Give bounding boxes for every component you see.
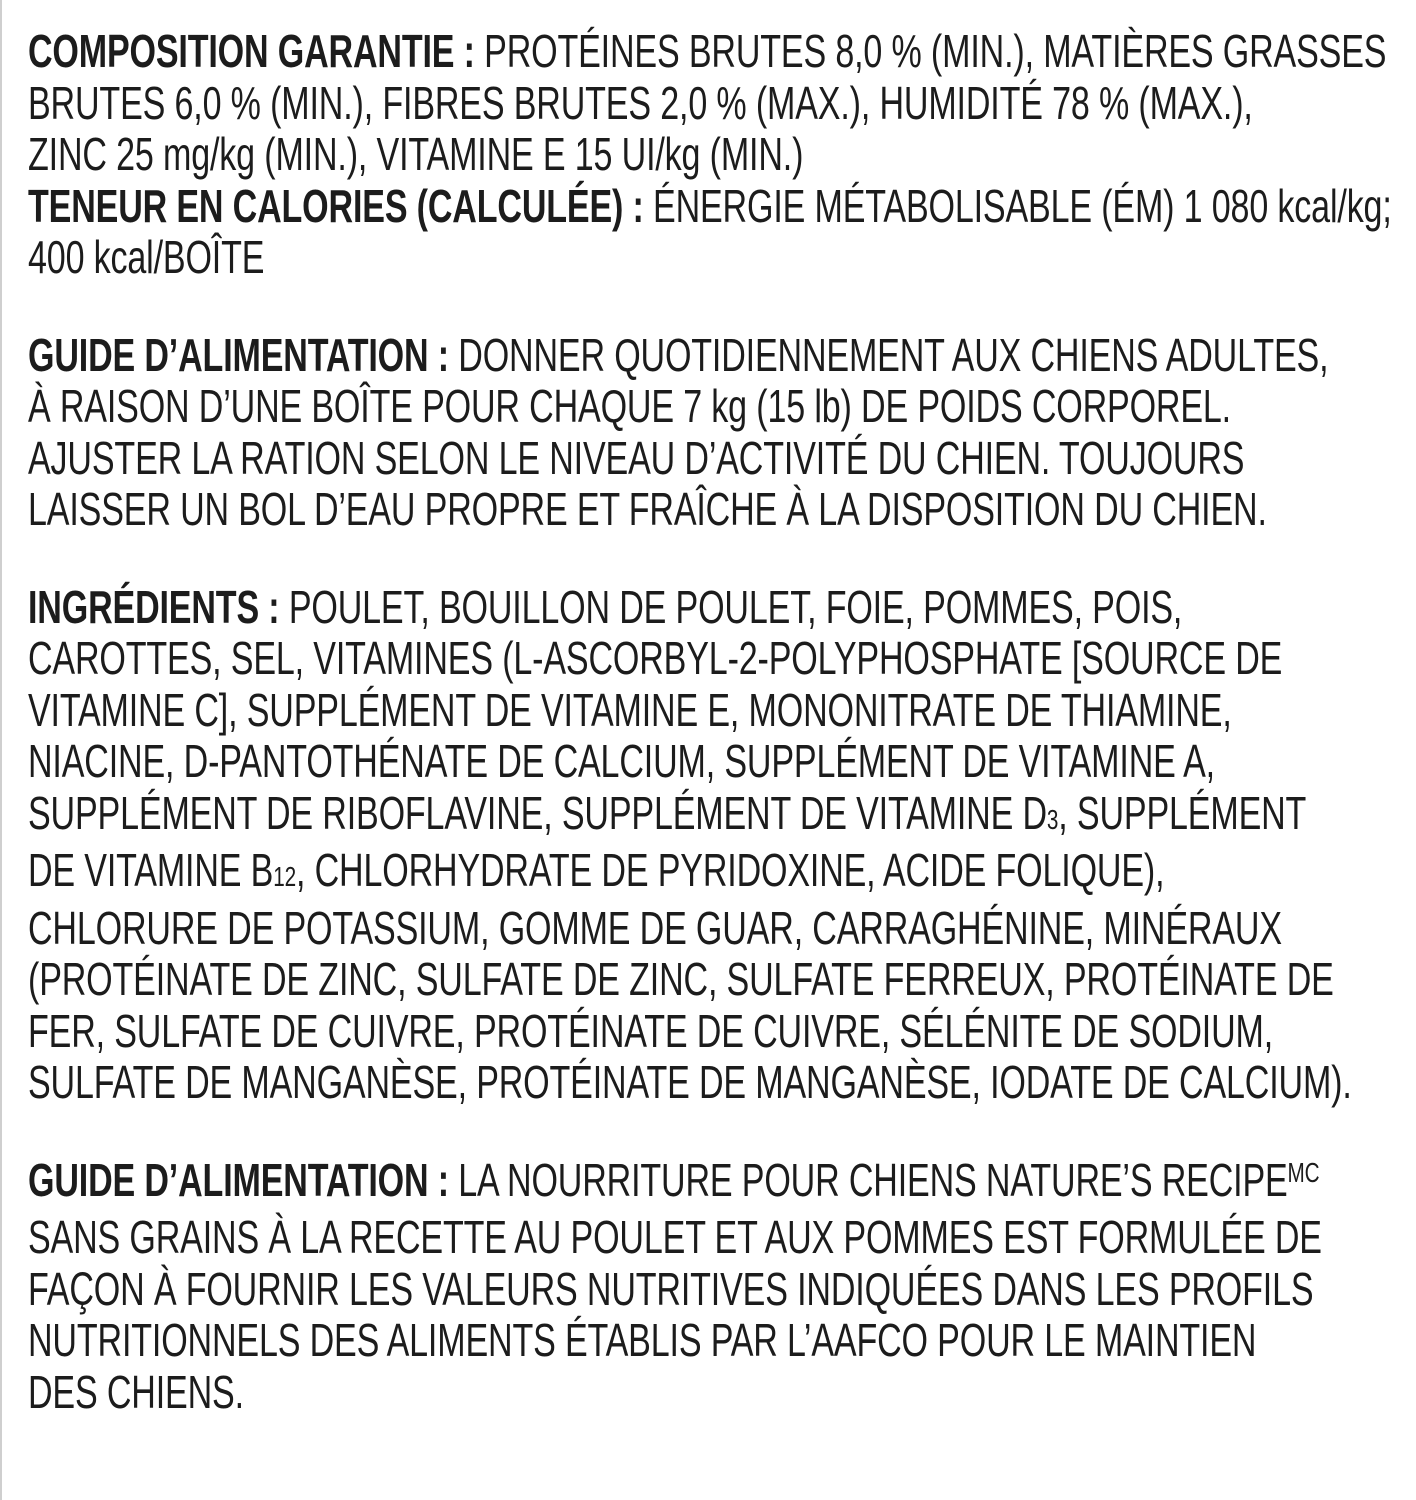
feeding-guide-text: DONNER QUOTIDIENNEMENT AUX CHIENS ADULTES, bbox=[448, 328, 1329, 381]
calorie-content-line: 400 kcal/BOÎTE bbox=[28, 231, 265, 283]
guaranteed-analysis-text: PROTÉINES BRUTES 8,0 % (MIN.), MATIÈRES GRASSES bbox=[474, 25, 1387, 77]
ingredients-line: CAROTTES, SEL, VITAMINES (L-ASCORBYL-2-POLYPHOSPHATE [SOURCE DE bbox=[28, 632, 1283, 684]
calorie-content-text: ÉNERGIE MÉTABOLISABLE (ÉM) 1 080 kcal/kg; bbox=[643, 179, 1392, 232]
nutritional-statement-text: LA NOURRITURE POUR CHIENS NATURE’S RECIPE bbox=[448, 1153, 1288, 1206]
feeding-guide-section bbox=[28, 330, 1408, 536]
nutritional-statement-line: DES CHIENS. bbox=[28, 1365, 244, 1418]
ingredients-text: POULET, BOUILLON DE POULET, FOIE, POMMES, POIS, bbox=[279, 580, 1183, 633]
nutritional-statement-line: SANS GRAINS À LA RECETTE AU POULET ET AUX POMMES EST FORMULÉE DE bbox=[28, 1211, 1322, 1263]
ingredients-line: NIACINE, D-PANTOTHÉNATE DE CALCIUM, SUPPLÉMENT DE VITAMINE A, bbox=[28, 735, 1215, 787]
ingredients-line bbox=[28, 844, 1165, 903]
ingredients-line bbox=[28, 580, 1183, 634]
ingredients-line: VITAMINE C], SUPPLÉMENT DE VITAMINE E, MONONITRATE DE THIAMINE, bbox=[28, 683, 1232, 736]
ingredients-line bbox=[28, 786, 1307, 846]
ingredients-line: (PROTÉINATE DE ZINC, SULFATE DE ZINC, SULFATE FERREUX, PROTÉINATE DE bbox=[28, 953, 1334, 1005]
calorie-content-heading: TENEUR EN CALORIES (CALCULÉE) : bbox=[28, 179, 644, 232]
nutritional-statement-line: NUTRITIONNELS DES ALIMENTS ÉTABLIS PAR L’AAFCO POUR LE MAINTIEN bbox=[28, 1314, 1257, 1366]
feeding-guide-line: À RAISON D’UNE BOÎTE POUR CHAQUE 7 kg (15 lb) DE POIDS CORPOREL. bbox=[28, 380, 1231, 432]
nutritional-statement-heading: GUIDE D’ALIMENTATION : bbox=[28, 1153, 449, 1206]
ingredients-text: , CHLORHYDRATE DE PYRIDOXINE, ACIDE FOLIQUE), bbox=[295, 844, 1165, 896]
ingredients-line: SULFATE DE MANGANÈSE, PROTÉINATE DE MANGANÈSE, IODATE DE CALCIUM). bbox=[28, 1056, 1352, 1108]
guaranteed-analysis-line: BRUTES 6,0 % (MIN.), FIBRES BRUTES 2,0 % (MAX.), HUMIDITÉ 78 % (MAX.), bbox=[28, 76, 1253, 129]
nutritional-statement-section bbox=[28, 1155, 1408, 1419]
feeding-guide-heading: GUIDE D’ALIMENTATION : bbox=[28, 328, 449, 381]
ingredients-text: SUPPLÉMENT DE RIBOFLAVINE, SUPPLÉMENT DE VITAMINE D bbox=[28, 786, 1047, 839]
nutritional-statement-line bbox=[28, 1153, 1320, 1213]
guaranteed-analysis-line: ZINC 25 mg/kg (MIN.), VITAMINE E 15 UI/kg (MIN.) bbox=[28, 128, 804, 180]
calorie-content-line bbox=[28, 179, 1392, 233]
guaranteed-analysis-heading: COMPOSITION GARANTIE : bbox=[28, 25, 475, 77]
feeding-guide-line: LAISSER UN BOL D’EAU PROPRE ET FRAÎCHE À LA DISPOSITION DU CHIEN. bbox=[28, 483, 1267, 535]
ingredients-line: CHLORURE DE POTASSIUM, GOMME DE GUAR, CARRAGHÉNINE, MINÉRAUX bbox=[28, 901, 1282, 954]
feeding-guide-line bbox=[28, 328, 1329, 382]
trademark-superscript: MC bbox=[1287, 1156, 1320, 1188]
feeding-guide-line: AJUSTER LA RATION SELON LE NIVEAU D’ACTIVITÉ DU CHIEN. TOUJOURS bbox=[28, 431, 1245, 484]
ingredients-heading: INGRÉDIENTS : bbox=[28, 580, 280, 633]
guaranteed-analysis-line bbox=[28, 25, 1387, 78]
subscript-text: 12 bbox=[273, 861, 296, 892]
guaranteed-analysis-section bbox=[28, 26, 1408, 284]
ingredients-line: FER, SULFATE DE CUIVRE, PROTÉINATE DE CUIVRE, SÉLÉNITE DE SODIUM, bbox=[28, 1004, 1274, 1057]
ingredients-section bbox=[28, 582, 1408, 1109]
ingredients-text: DE VITAMINE B bbox=[28, 844, 274, 896]
ingredients-text: , SUPPLÉMENT bbox=[1058, 786, 1307, 839]
product-label-text bbox=[28, 26, 1408, 1464]
subscript-text: 3 bbox=[1046, 803, 1059, 835]
nutritional-statement-line: FAÇON À FOURNIR LES VALEURS NUTRITIVES INDIQUÉES DANS LES PROFILS bbox=[28, 1262, 1314, 1315]
